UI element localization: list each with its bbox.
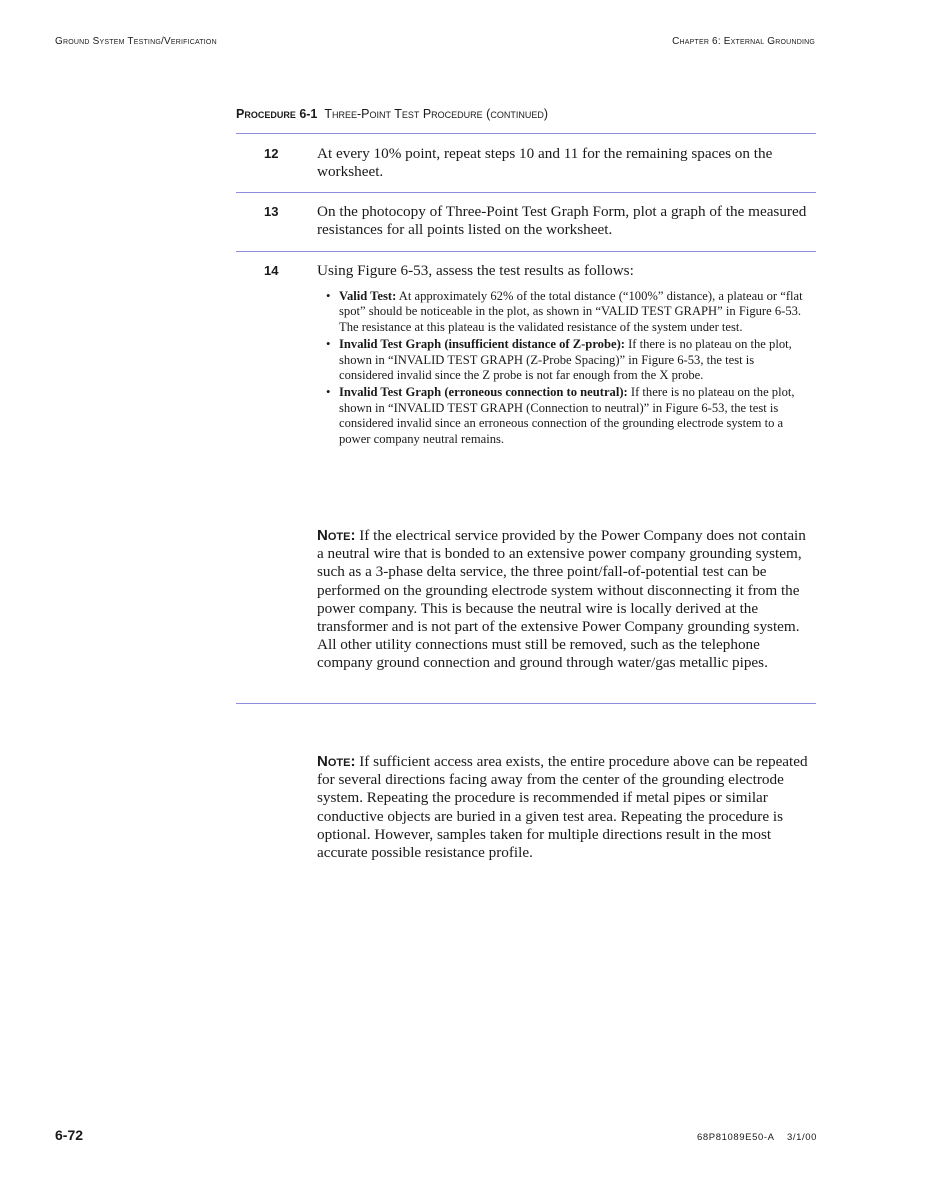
bullet-text: If there is no plateau on the plot, shown in “INVALID TEST GRAPH (Connection to neutral)” in Figure 6-53, the test is considered invalid since an erroneous connection of the grounding electrode system to a power company neutral remains. (339, 385, 795, 446)
bullet-text: At approximately 62% of the total distance (“100%” distance), a plateau or “flat spot” should be noticeable in the plot, as shown in “VALID TEST GRAPH” in Figure 6-53. (339, 289, 803, 319)
bullet-icon: • (326, 289, 331, 303)
step-number: 12 (264, 146, 279, 161)
bullet-icon: • (326, 385, 331, 400)
step-text: Using Figure 6-53, assess the test results as follows: (317, 262, 634, 279)
step-text: On the photocopy of Three-Point Test Graph Form, plot a graph of the measured resistances for all points listed on the worksheet. (317, 203, 807, 238)
table-rule (236, 192, 816, 193)
result-criteria-list (325, 289, 810, 449)
bullet-heading: Invalid Test Graph (insufficient distance of Z-probe): (339, 337, 625, 352)
list-item (325, 385, 810, 447)
bullet-text: If there is no plateau on the plot, shown in “INVALID TEST GRAPH (Z-Probe Spacing)” in Figure 6-53, the test is considered invalid since the Z probe is not far enough from the X probe. (339, 337, 792, 383)
bullet-icon: • (326, 337, 331, 352)
running-header-right: Chapter 6: External Grounding (672, 36, 815, 47)
note-block (317, 527, 815, 673)
list-item (325, 289, 810, 335)
procedure-title-text: Three-Point Test Procedure (continued) (324, 107, 548, 121)
table-rule (236, 133, 816, 134)
procedure-title (236, 107, 548, 121)
step-number: 13 (264, 204, 279, 219)
bullet-heading: Valid Test: (339, 289, 397, 303)
step-text: At every 10% point, repeat steps 10 and 11 for the remaining spaces on the worksheet. (317, 145, 773, 180)
bullet-extra: The resistance at this plateau is the validated resistance of the system under test. (339, 319, 743, 334)
note-text: If the electrical service provided by the Power Company does not contain a neutral wire that is bonded to an extensive power company grounding system, such as a 3-phase delta service, the three point/fall-of-potential test can be performed on the grounding electrode system without disconnecting it from the power company. This is because the neutral wire is locally derived at the transformer and is not part of the extensive Power Company grounding system. All other utility connections must still be removed, such as the telephone company ground connection and ground through water/gas metallic pipes. (317, 527, 806, 672)
procedure-label: Procedure 6-1 (236, 107, 318, 121)
note-label: Note: (317, 753, 356, 770)
page-number: 6-72 (55, 1127, 84, 1143)
table-rule (236, 251, 816, 252)
table-rule (236, 703, 816, 704)
note-text: If sufficient access area exists, the entire procedure above can be repeated for several directions facing away from the center of the grounding electrode system. Repeating the procedure is recommended if metal pipes or similar conductive objects are buried in a given test area. Repeating the procedure is optional. However, samples taken for multiple directions result in the most accurate possible resistance profile. (317, 753, 808, 862)
note-label: Note: (317, 527, 356, 544)
step-number: 14 (264, 263, 279, 278)
document-id: 68P81089E50-A 3/1/00 (697, 1132, 817, 1143)
running-header-left: Ground System Testing/Verification (55, 36, 217, 47)
note-block (317, 753, 815, 862)
bullet-heading: Invalid Test Graph (erroneous connection to neutral): (339, 385, 628, 400)
list-item (325, 337, 810, 383)
